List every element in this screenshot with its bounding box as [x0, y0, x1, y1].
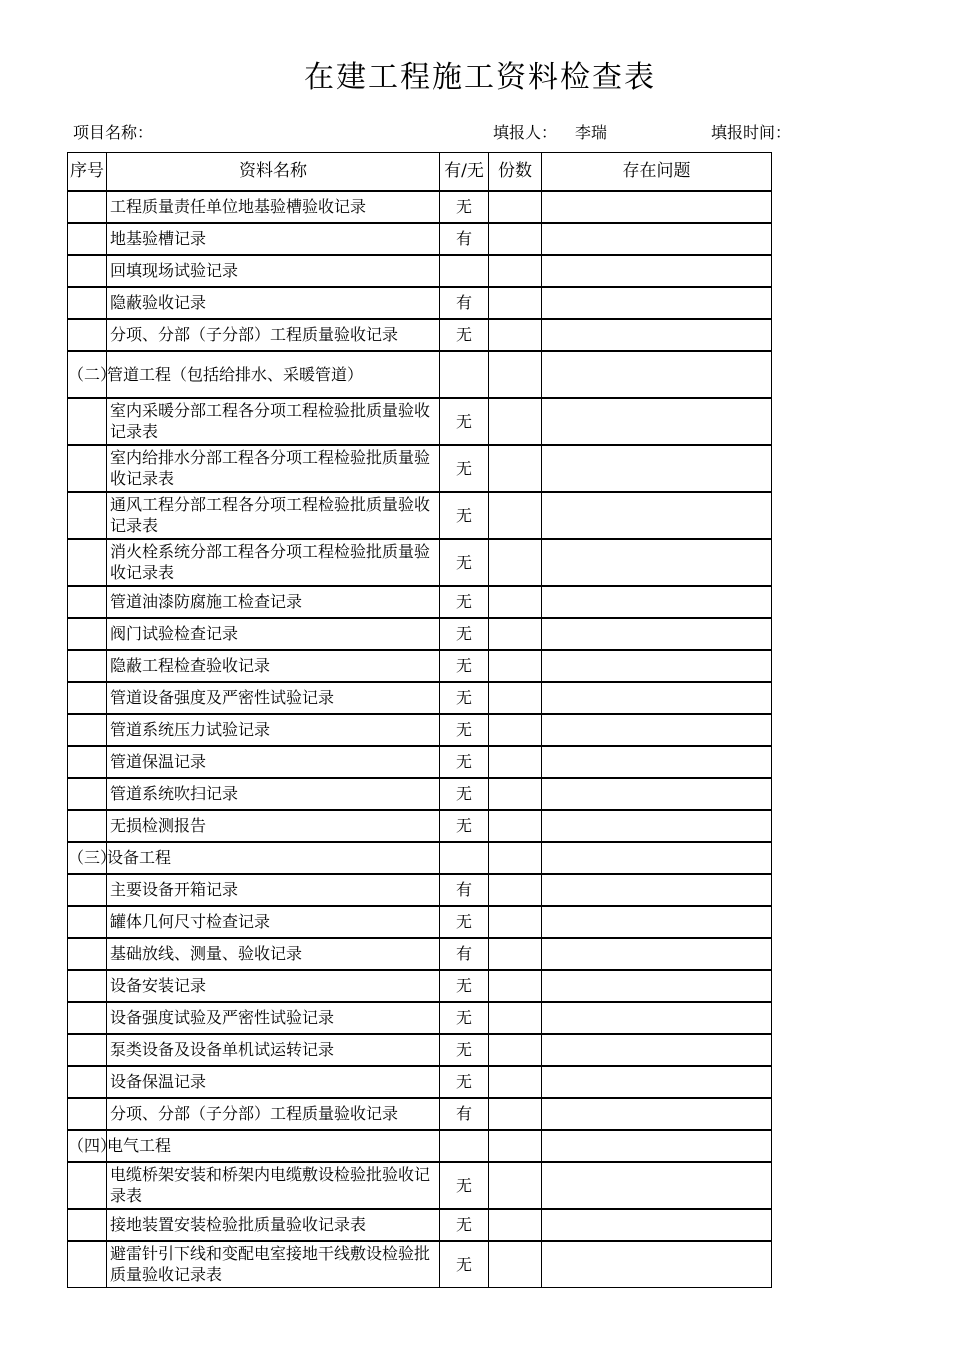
row-index: [68, 539, 107, 586]
row-yes-no: 无: [440, 1241, 489, 1288]
document-checklist-table: [67, 152, 772, 1288]
project-name-label: 项目名称：: [73, 123, 154, 142]
table-row: [68, 586, 772, 618]
row-index: [68, 1034, 107, 1066]
table-row: [68, 778, 772, 810]
table-row: [68, 1002, 772, 1034]
row-copies: [489, 682, 542, 714]
table-row: [68, 255, 772, 287]
row-document-name: 设备保温记录: [107, 1066, 440, 1098]
table-row: [68, 842, 772, 874]
row-document-name: 泵类设备及设备单机试运转记录: [107, 1034, 440, 1066]
row-document-name: 管道保温记录: [107, 746, 440, 778]
row-index: [68, 874, 107, 906]
row-issues: [542, 810, 772, 842]
row-yes-no: 有: [440, 874, 489, 906]
row-index: [68, 586, 107, 618]
row-document-name: 通风工程分部工程各分项工程检验批质量验收记录表: [107, 492, 440, 539]
row-index: [68, 445, 107, 492]
row-yes-no: 无: [440, 1034, 489, 1066]
row-yes-no: 无: [440, 682, 489, 714]
row-document-name: 罐体几何尺寸检查记录: [107, 906, 440, 938]
row-issues: [542, 1130, 772, 1162]
row-document-name: 电缆桥架安装和桥架内电缆敷设检验批验收记录表: [107, 1162, 440, 1209]
header-index: 序号: [68, 153, 107, 191]
row-document-name: 设备强度试验及严密性试验记录: [107, 1002, 440, 1034]
table-row: [68, 1130, 772, 1162]
table-row: [68, 714, 772, 746]
row-issues: [542, 778, 772, 810]
row-issues: [542, 714, 772, 746]
table-row: [68, 223, 772, 255]
row-copies: [489, 223, 542, 255]
row-copies: [489, 319, 542, 351]
table-row: [68, 539, 772, 586]
row-index: [68, 223, 107, 255]
row-document-name: 阀门试验检查记录: [107, 618, 440, 650]
row-issues: [542, 1241, 772, 1288]
row-issues: [542, 874, 772, 906]
row-copies: [489, 1098, 542, 1130]
row-yes-no: 无: [440, 650, 489, 682]
row-yes-no: 无: [440, 319, 489, 351]
row-yes-no: 有: [440, 223, 489, 255]
header-copies: 份数: [489, 153, 542, 191]
row-index: [68, 287, 107, 319]
row-index: （二）: [68, 351, 107, 398]
row-index: （四）: [68, 1130, 107, 1162]
row-yes-no: 有: [440, 1098, 489, 1130]
row-yes-no: 无: [440, 1209, 489, 1241]
row-yes-no: 无: [440, 445, 489, 492]
row-yes-no: [440, 1130, 489, 1162]
row-yes-no: 无: [440, 618, 489, 650]
row-document-name: 基础放线、测量、验收记录: [107, 938, 440, 970]
row-copies: [489, 874, 542, 906]
row-document-name: 设备工程: [107, 842, 440, 874]
row-index: （三）: [68, 842, 107, 874]
row-copies: [489, 650, 542, 682]
header-name: 资料名称: [107, 153, 440, 191]
row-yes-no: [440, 842, 489, 874]
row-index: [68, 1098, 107, 1130]
table-row: [68, 398, 772, 445]
row-copies: [489, 1209, 542, 1241]
row-copies: [489, 1066, 542, 1098]
row-document-name: 分项、分部（子分部）工程质量验收记录: [107, 319, 440, 351]
table-row: [68, 874, 772, 906]
table-row: [68, 492, 772, 539]
row-copies: [489, 714, 542, 746]
table-row: [68, 906, 772, 938]
row-yes-no: 无: [440, 778, 489, 810]
row-issues: [542, 1209, 772, 1241]
row-copies: [489, 810, 542, 842]
row-issues: [542, 1034, 772, 1066]
row-index: [68, 255, 107, 287]
row-index: [68, 650, 107, 682]
row-issues: [542, 938, 772, 970]
table-row: [68, 938, 772, 970]
row-issues: [542, 1098, 772, 1130]
table-row: [68, 1034, 772, 1066]
row-index: [68, 618, 107, 650]
row-yes-no: 无: [440, 970, 489, 1002]
row-index: [68, 492, 107, 539]
row-copies: [489, 191, 542, 223]
table-row: [68, 810, 772, 842]
table-row: [68, 1098, 772, 1130]
row-index: [68, 319, 107, 351]
row-document-name: 管道工程（包括给排水、采暖管道）: [107, 351, 440, 398]
table-row: [68, 650, 772, 682]
table-header-row: [68, 153, 772, 191]
table-row: [68, 618, 772, 650]
row-document-name: 室内给排水分部工程各分项工程检验批质量验收记录表: [107, 445, 440, 492]
table-row: [68, 319, 772, 351]
row-yes-no: 无: [440, 191, 489, 223]
table-row: [68, 746, 772, 778]
row-document-name: 接地装置安装检验批质量验收记录表: [107, 1209, 440, 1241]
row-copies: [489, 1162, 542, 1209]
row-issues: [542, 319, 772, 351]
table-row: [68, 1162, 772, 1209]
row-issues: [542, 906, 772, 938]
table-row: [68, 1241, 772, 1288]
row-yes-no: 有: [440, 938, 489, 970]
row-copies: [489, 938, 542, 970]
row-issues: [542, 650, 772, 682]
row-issues: [542, 191, 772, 223]
row-index: [68, 1241, 107, 1288]
row-document-name: 避雷针引下线和变配电室接地干线敷设检验批质量验收记录表: [107, 1241, 440, 1288]
row-document-name: 回填现场试验记录: [107, 255, 440, 287]
row-yes-no: 无: [440, 1002, 489, 1034]
row-index: [68, 714, 107, 746]
table-row: [68, 970, 772, 1002]
table-row: [68, 351, 772, 398]
row-document-name: 管道系统压力试验记录: [107, 714, 440, 746]
row-index: [68, 682, 107, 714]
row-yes-no: [440, 351, 489, 398]
row-document-name: 分项、分部（子分部）工程质量验收记录: [107, 1098, 440, 1130]
row-document-name: 无损检测报告: [107, 810, 440, 842]
row-document-name: 工程质量责任单位地基验槽验收记录: [107, 191, 440, 223]
row-document-name: 设备安装记录: [107, 970, 440, 1002]
row-index: [68, 746, 107, 778]
table-row: [68, 1209, 772, 1241]
row-issues: [542, 1002, 772, 1034]
row-yes-no: [440, 255, 489, 287]
row-index: [68, 1162, 107, 1209]
report-time-label: 填报时间：: [711, 123, 792, 142]
row-yes-no: 无: [440, 492, 489, 539]
row-document-name: 管道油漆防腐施工检查记录: [107, 586, 440, 618]
page-title: 在建工程施工资料检查表: [304, 60, 656, 95]
row-index: [68, 778, 107, 810]
row-yes-no: 无: [440, 906, 489, 938]
row-document-name: 隐蔽验收记录: [107, 287, 440, 319]
row-copies: [489, 492, 542, 539]
row-copies: [489, 778, 542, 810]
row-issues: [542, 445, 772, 492]
row-issues: [542, 1162, 772, 1209]
row-copies: [489, 1130, 542, 1162]
row-copies: [489, 746, 542, 778]
row-copies: [489, 970, 542, 1002]
row-issues: [542, 287, 772, 319]
row-yes-no: 无: [440, 810, 489, 842]
row-copies: [489, 445, 542, 492]
row-index: [68, 398, 107, 445]
row-copies: [489, 255, 542, 287]
row-issues: [542, 492, 772, 539]
row-issues: [542, 255, 772, 287]
row-copies: [489, 287, 542, 319]
row-issues: [542, 618, 772, 650]
table-row: [68, 1066, 772, 1098]
row-issues: [542, 970, 772, 1002]
row-document-name: 电气工程: [107, 1130, 440, 1162]
row-document-name: 主要设备开箱记录: [107, 874, 440, 906]
row-yes-no: 无: [440, 539, 489, 586]
row-yes-no: 无: [440, 746, 489, 778]
row-yes-no: 无: [440, 714, 489, 746]
row-issues: [542, 351, 772, 398]
row-copies: [489, 398, 542, 445]
row-issues: [542, 398, 772, 445]
row-copies: [489, 1002, 542, 1034]
row-copies: [489, 906, 542, 938]
row-copies: [489, 351, 542, 398]
row-index: [68, 1209, 107, 1241]
row-copies: [489, 586, 542, 618]
row-index: [68, 970, 107, 1002]
row-copies: [489, 618, 542, 650]
table-row: [68, 191, 772, 223]
header-issues: 存在问题: [542, 153, 772, 191]
row-document-name: 管道系统吹扫记录: [107, 778, 440, 810]
row-copies: [489, 1241, 542, 1288]
header-yes-no: 有/无: [440, 153, 489, 191]
row-yes-no: 无: [440, 1162, 489, 1209]
row-copies: [489, 842, 542, 874]
row-issues: [542, 223, 772, 255]
row-index: [68, 191, 107, 223]
row-index: [68, 810, 107, 842]
row-copies: [489, 1034, 542, 1066]
row-issues: [542, 586, 772, 618]
row-issues: [542, 1066, 772, 1098]
row-index: [68, 1002, 107, 1034]
row-document-name: 室内采暖分部工程各分项工程检验批质量验收记录表: [107, 398, 440, 445]
table-row: [68, 445, 772, 492]
row-document-name: 管道设备强度及严密性试验记录: [107, 682, 440, 714]
row-yes-no: 无: [440, 1066, 489, 1098]
row-copies: [489, 539, 542, 586]
row-issues: [542, 682, 772, 714]
row-index: [68, 906, 107, 938]
row-yes-no: 有: [440, 287, 489, 319]
table-row: [68, 287, 772, 319]
row-issues: [542, 842, 772, 874]
row-index: [68, 1066, 107, 1098]
table-row: [68, 682, 772, 714]
reporter-label: 填报人：: [493, 123, 558, 142]
row-document-name: 消火栓系统分部工程各分项工程检验批质量验收记录表: [107, 539, 440, 586]
row-index: [68, 938, 107, 970]
row-document-name: 地基验槽记录: [107, 223, 440, 255]
row-issues: [542, 746, 772, 778]
row-yes-no: 无: [440, 398, 489, 445]
reporter-name: 李瑞: [575, 123, 608, 142]
row-yes-no: 无: [440, 586, 489, 618]
row-document-name: 隐蔽工程检查验收记录: [107, 650, 440, 682]
row-issues: [542, 539, 772, 586]
